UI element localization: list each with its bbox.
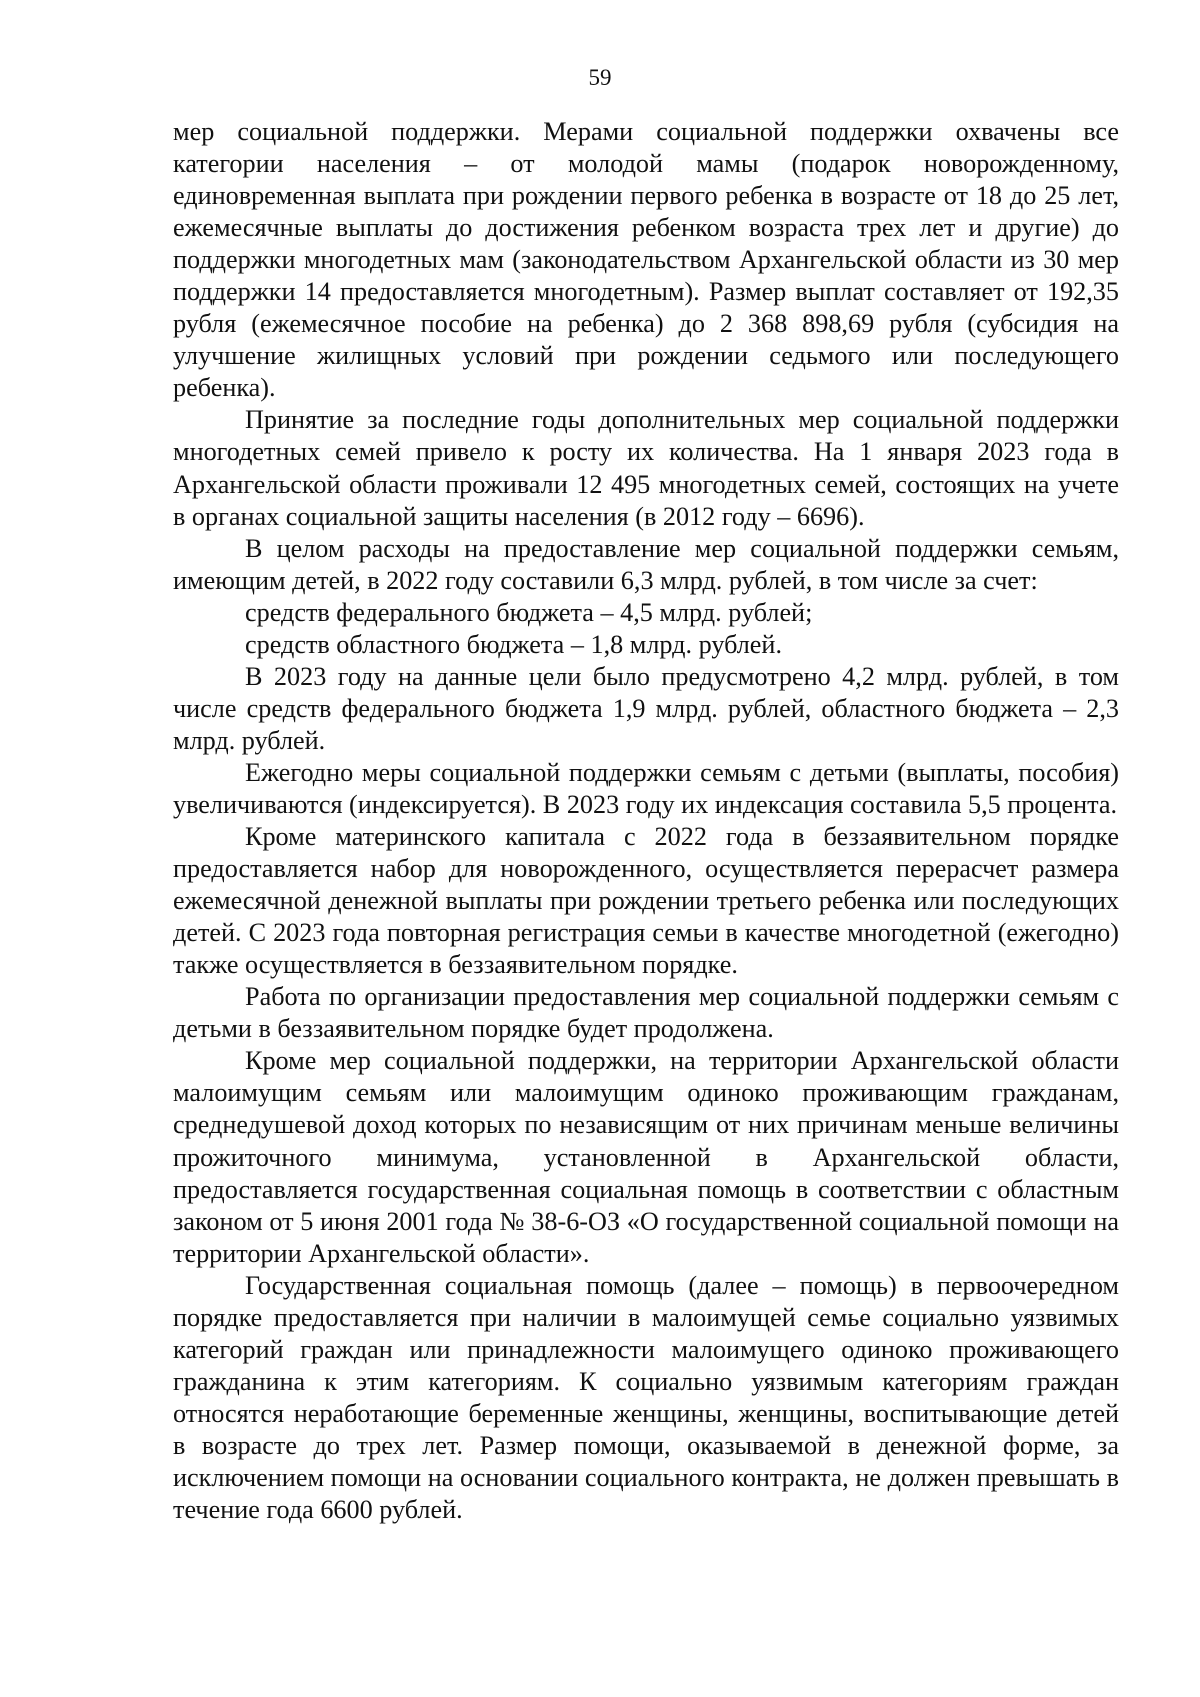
- paragraph-funding-2023: В 2023 году на данные цели было предусмотрено 4,2 млрд. рублей, в том числе средств федерального бюджета 1,9 млрд. рублей, областного бюджета – 2,3 млрд. рублей.: [173, 661, 1119, 755]
- paragraph-work-continued: Работа по организации предоставления мер социальной поддержки семьям с детьми в беззаявительном порядке будет продолжена.: [173, 982, 1119, 1044]
- paragraph-automatic-services: Кроме материнского капитала с 2022 года в беззаявительном порядке предоставляется набор для новорожденного, осуществляется перерасчет размера ежемесячной денежной выплаты при рождении третьего ребенка или последующих детей. С 2023 года повторная регистрация семьи в качестве многодетной (ежегодно) также осуществляется в беззаявительном порядке.: [173, 822, 1119, 980]
- page-number: 59: [588, 65, 612, 90]
- paragraph-regional-budget: средств областного бюджета – 1,8 млрд. рублей.: [245, 629, 782, 659]
- paragraph-large-families-growth: Принятие за последние годы дополнительных мер социальной поддержки многодетных семей привело к росту их количества. На 1 января 2023 года в Архангельской области проживали 12 495 многодетных семей, состоящих на учете в органах социальной защиты населения (в 2012 году – 6696).: [173, 405, 1119, 531]
- paragraph-expenses-2022: В целом расходы на предоставление мер социальной поддержки семьям, имеющим детей, в 2022 году составили 6,3 млрд. рублей, в том числе за счет:: [173, 533, 1119, 595]
- paragraph-state-social-assistance: Кроме мер социальной поддержки, на территории Архангельской области малоимущим семьям или малоимущим одиноко проживающим гражданам, среднедушевой доход которых по независящим от них причинам меньше величины прожиточного минимума, установленной в Архангельской области, предоставляется государственная социальная помощь в соответствии с областным законом от 5 июня 2001 года № 38-6-ОЗ «О государственной социальной помощи на территории Архангельской области».: [173, 1046, 1119, 1268]
- paragraph-priority-assistance: Государственная социальная помощь (далее – помощь) в первоочередном порядке предоставляется при наличии в малоимущей семье социально уязвимых категорий граждан или принадлежности малоимущего одиноко проживающего гражданина к этим категориям. К социально уязвимым категориям граждан относятся неработающие беременные женщины, женщины, воспитывающие детей в возрасте до трех лет. Размер помощи, оказываемой в денежной форме, за исключением помощи на основании социального контракта, не должен превышать в течение года 6600 рублей.: [173, 1270, 1119, 1525]
- paragraph-federal-budget: средств федерального бюджета – 4,5 млрд. рублей;: [245, 597, 813, 627]
- paragraph-indexation: Ежегодно меры социальной поддержки семьям с детьми (выплаты, пособия) увеличиваются (индексируется). В 2023 году их индексация составила 5,5 процента.: [173, 757, 1119, 819]
- paragraph-continued-support-measures: мер социальной поддержки. Мерами социальной поддержки охвачены все категории населения – от молодой мамы (подарок новорожденному, единовременная выплата при рождении первого ребенка в возрасте от 18 до 25 лет, ежемесячные выплаты до достижения ребенком возраста трех лет и другие) до поддержки многодетных мам (законодательством Архангельской области из 30 мер поддержки 14 предоставляется многодетным). Размер выплат составляет от 192,35 рубля (ежемесячное пособие на ребенка) до 2 368 898,69 рубля (субсидия на улучшение жилищных условий при рождении седьмого или последующего ребенка).: [173, 117, 1119, 403]
- body-text: [173, 116, 1119, 1526]
